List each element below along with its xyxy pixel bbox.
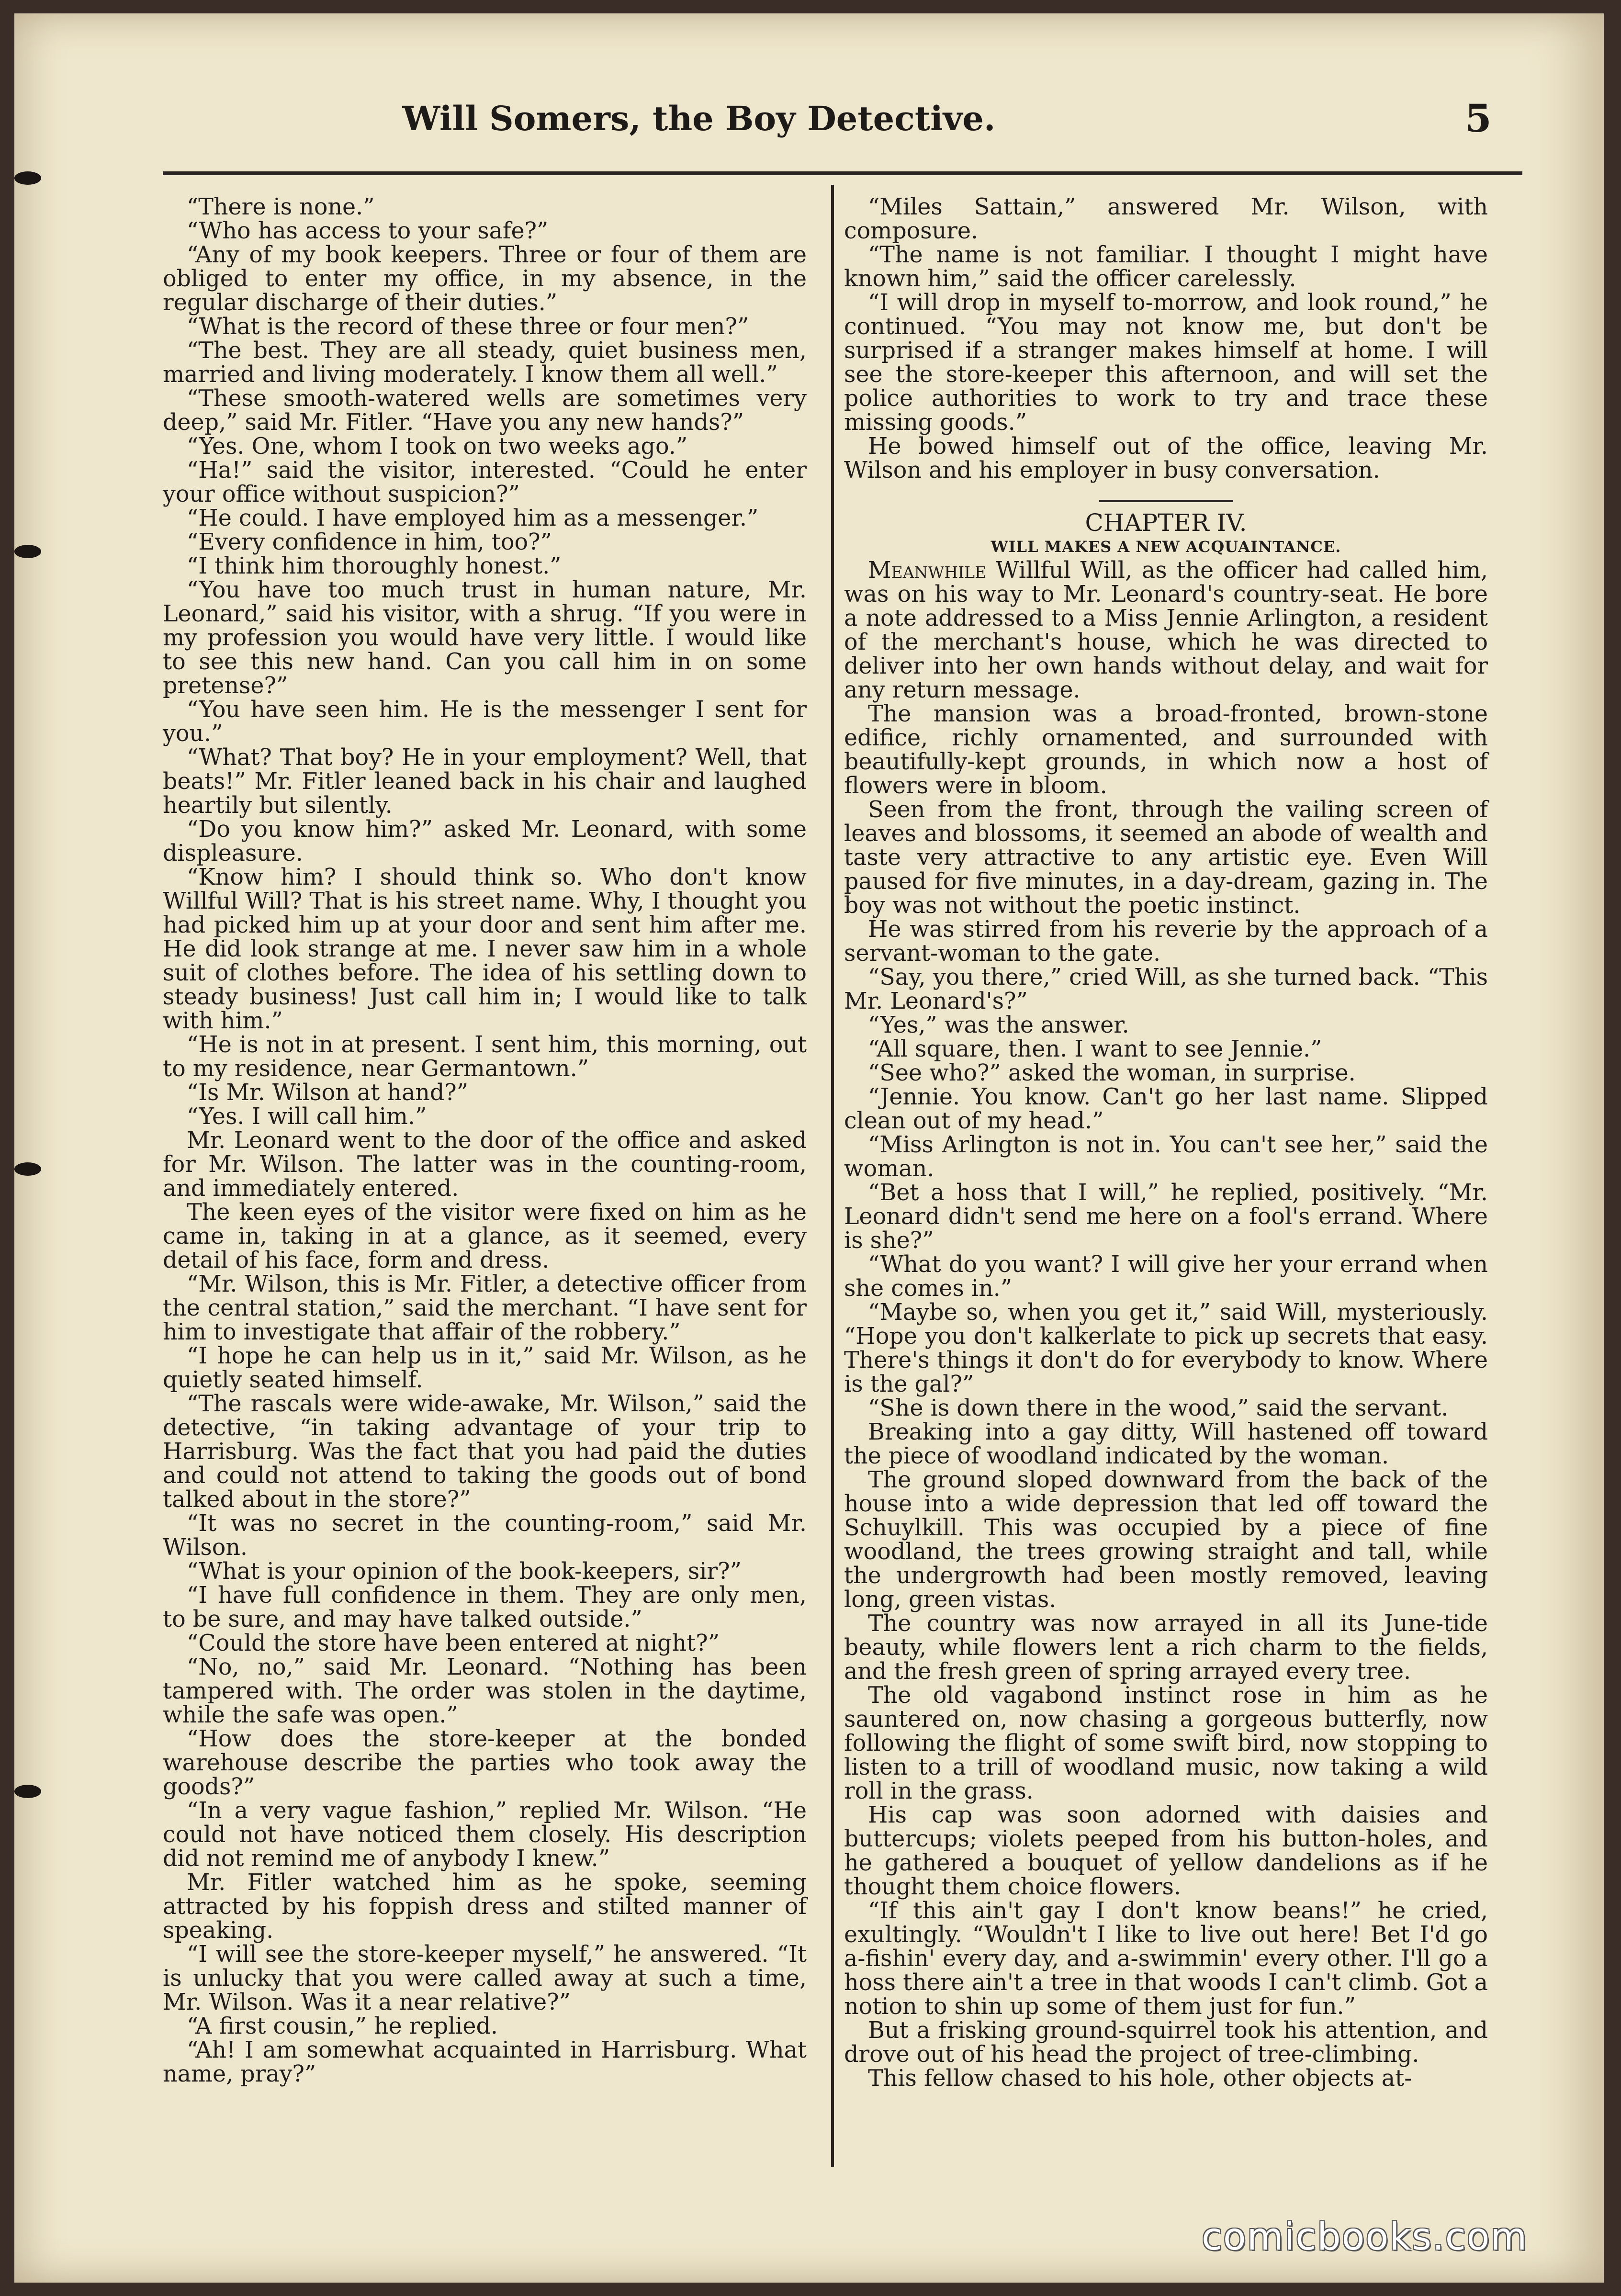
running-title: Will Somers, the Boy Detective. xyxy=(402,99,996,138)
paragraph: “Yes,” was the answer. xyxy=(868,1012,1129,1038)
paragraph: Mr. Fitler watched him as he spoke, seeming attracted by his foppish dress and stilted manner of speaking. xyxy=(163,1869,807,1944)
paragraph: “What is the record of these three or four men?” xyxy=(187,314,749,340)
paragraph: The ground sloped downward from the back of the house into a wide depression that led off toward the Schuylkill. This was occupied by a piece of fine woodland, the trees growing straight and tall, while the undergrowth had been mostly removed, leaving long, green vistas. xyxy=(844,1467,1488,1613)
paragraph: “Yes. One, whom I took on two weeks ago.” xyxy=(187,433,688,460)
paragraph: He was stirred from his reverie by the approach of a servant-woman to the gate. xyxy=(844,916,1488,967)
paragraph: “No, no,” said Mr. Leonard. “Nothing has been tampered with. The order was stolen in the daytime, while the safe was open.” xyxy=(163,1654,807,1728)
paragraph: This fellow chased to his hole, other objects at- xyxy=(868,2065,1412,2092)
paragraph: “Is Mr. Wilson at hand?” xyxy=(187,1080,469,1106)
paragraph: “Miles Sattain,” answered Mr. Wilson, with composure. xyxy=(844,194,1488,244)
paragraph: “These smooth-watered wells are sometimes very deep,” said Mr. Fitler. “Have you any new hands?” xyxy=(163,385,807,436)
paragraph: “Every confidence in him, too?” xyxy=(187,529,552,555)
binding-hole xyxy=(14,1162,41,1176)
paragraph: He bowed himself out of the office, leaving Mr. Wilson and his employer in busy conversation. xyxy=(844,433,1488,484)
paragraph: “Know him? I should think so. Who don't know Willful Will? That is his street name. Why, I thought you had picked him up at your door and sent him after me. He did look strange at me. I never saw him in a whole suit of clothes before. The idea of his settling down to steady business! Just call him in; I would like to talk with him.” xyxy=(163,864,807,1034)
paragraph: “I will drop in myself to-morrow, and look round,” he continued. “You may not know me, but don't be surprised if a stranger makes himself at home. I will see the store-keeper this afternoon, and will set the police authorities to work to try and trace these missing goods.” xyxy=(844,290,1488,436)
paragraph: “I will see the store-keeper myself,” he answered. “It is unlucky that you were called away at such a time, Mr. Wilson. Was it a near relative?” xyxy=(163,1941,807,2015)
header-rule xyxy=(163,171,1522,175)
paragraph: “Do you know him?” asked Mr. Leonard, with some displeasure. xyxy=(163,816,807,867)
paragraph: “Jennie. You know. Can't go her last name. Slipped clean out of my head.” xyxy=(844,1084,1488,1134)
binding-hole xyxy=(14,545,41,558)
paragraph: Seen from the front, through the vailing screen of leaves and blossoms, it seemed an abode of wealth and taste very attractive to any artistic eye. Even Will paused for five minutes, in a day-dream, gazing in. The boy was not without the poetic instinct. xyxy=(844,797,1488,919)
paragraph: “What do you want? I will give her your errand when she comes in.” xyxy=(844,1251,1488,1302)
right-column-bottom xyxy=(844,702,1488,2091)
paragraph: “I think him thoroughly honest.” xyxy=(187,553,562,579)
page-number: 5 xyxy=(1465,96,1492,141)
paragraph: “Bet a hoss that I will,” he replied, positively. “Mr. Leonard didn't send me here on a fool's errand. Where is she?” xyxy=(844,1180,1488,1254)
paragraph: The keen eyes of the visitor were fixed on him as he came in, taking in at a glance, as it seemed, every detail of his face, form and dress. xyxy=(163,1199,807,1273)
watermark: comicbooks.com xyxy=(1202,2216,1528,2259)
paragraph: “He could. I have employed him as a messenger.” xyxy=(187,505,759,531)
paragraph: The old vagabond instinct rose in him as he sauntered on, now chasing a gorgeous butterfly, now following the flight of some swift bird, now stopping to listen to a trill of woodland music, now taking a wild roll in the grass. xyxy=(844,1682,1488,1804)
paragraph: “The name is not familiar. I thought I might have known him,” said the officer carelessly. xyxy=(844,242,1488,292)
paragraph: The country was now arrayed in all its June-tide beauty, while flowers lent a rich charm to the fields, and the fresh green of spring arrayed every tree. xyxy=(844,1610,1488,1685)
paragraph: But a frisking ground-squirrel took his attention, and drove out of his head the project of tree-climbing. xyxy=(844,2017,1488,2068)
paragraph: “You have seen him. He is the messenger I sent for you.” xyxy=(163,697,807,747)
paragraph: “I hope he can help us in it,” said Mr. Wilson, as he quietly seated himself. xyxy=(163,1343,807,1393)
paragraph: “All square, then. I want to see Jennie.” xyxy=(868,1036,1322,1062)
chapter-title: CHAPTER IV. xyxy=(1085,509,1247,537)
column-rule xyxy=(831,185,834,2167)
paragraph: The mansion was a broad-fronted, brown-stone edifice, richly ornamented, and surrounded with beautifully-kept grounds, in which now a host of flowers were in bloom. xyxy=(844,701,1488,799)
chapter-subtitle: WILL MAKES A NEW ACQUAINTANCE. xyxy=(991,538,1341,556)
book-page xyxy=(14,13,1604,2283)
paragraph: “What? That boy? He in your employment? Well, that beats!” Mr. Fitler leaned back in his chair and laughed heartily but silently. xyxy=(163,744,807,819)
paragraph: “The rascals were wide-awake, Mr. Wilson,” said the detective, “in taking advantage of your trip to Harrisburg. Was the fact that you had paid the duties and could not attend to taking the goods out of bond talked about in the store?” xyxy=(163,1391,807,1513)
paragraph: Mr. Leonard went to the door of the office and asked for Mr. Wilson. The latter was in the counting-room, and immediately entered. xyxy=(163,1127,807,1202)
paragraph: His cap was soon adorned with daisies and buttercups; violets peeped from his button-holes, and he gathered a bouquet of yellow dandelions as if he thought them choice flowers. xyxy=(844,1802,1488,1900)
paragraph: “In a very vague fashion,” replied Mr. Wilson. “He could not have noticed them closely. His description did not remind me of anybody I knew.” xyxy=(163,1798,807,1872)
paragraph: “The best. They are all steady, quiet business men, married and living moderately. I know them all well.” xyxy=(163,338,807,388)
paragraph: Breaking into a gay ditty, Will hastened off toward the piece of woodland indicated by the woman. xyxy=(844,1419,1488,1469)
right-column-top xyxy=(844,195,1488,483)
paragraph: “What is your opinion of the book-keepers, sir?” xyxy=(187,1558,742,1585)
paragraph: “If this ain't gay I don't know beans!” he cried, exultingly. “Wouldn't I like to live out here! Bet I'd go a-fishin' every day, and a-swimmin' every other. I'll go a hoss there ain't a tree in that woods I can't climb. Got a notion to shin up some of them just for fun.” xyxy=(844,1898,1488,2020)
chapter-lead-paragraph xyxy=(844,559,1488,702)
left-column xyxy=(163,195,807,2086)
paragraph: “She is down there in the wood,” said the servant. xyxy=(868,1395,1449,1421)
paragraph: “How does the store-keeper at the bonded warehouse describe the parties who took away the goods?” xyxy=(163,1726,807,1800)
paragraph: “A first cousin,” he replied. xyxy=(187,2013,498,2039)
paragraph: “Say, you there,” cried Will, as she turned back. “This Mr. Leonard's?” xyxy=(844,964,1488,1014)
lead-word: Meanwhile xyxy=(868,557,987,584)
paragraph: “Yes. I will call him.” xyxy=(187,1103,427,1130)
right-column xyxy=(844,195,1488,2091)
paragraph: “There is none.” xyxy=(187,194,375,220)
paragraph: “Ha!” said the visitor, interested. “Could he enter your office without suspicion?” xyxy=(163,457,807,507)
paragraph: “Maybe so, when you get it,” said Will, mysteriously. “Hope you don't kalkerlate to pick up secrets that easy. There's things it don't do for everybody to know. Where is the gal?” xyxy=(844,1299,1488,1397)
paragraph: “I have full confidence in them. They are only men, to be sure, and may have talked outside.” xyxy=(163,1582,807,1632)
paragraph: “Mr. Wilson, this is Mr. Fitler, a detective officer from the central station,” said the merchant. “I have sent for him to investigate that affair of the robbery.” xyxy=(163,1271,807,1345)
paragraph: “It was no secret in the counting-room,” said Mr. Wilson. xyxy=(163,1510,807,1561)
lead-text: Willful Will, as the officer had called him, was on his way to Mr. Leonard's country-seat. He bore a note addressed to a Miss Jennie Arlington, a resident of the merchant's house, which he was directed to deliver into her own hands without delay, and wait for any return message. xyxy=(844,557,1488,703)
paragraph: “You have too much trust in human nature, Mr. Leonard,” said his visitor, with a shrug. “If you were in my profession you would have very little. I would like to see this new hand. Can you call him in on some pretense?” xyxy=(163,577,807,699)
paragraph: “Could the store have been entered at night?” xyxy=(187,1630,720,1656)
paragraph: “Any of my book keepers. Three or four of them are obliged to enter my office, in my absence, in the regular discharge of their duties.” xyxy=(163,242,807,316)
paragraph: “See who?” asked the woman, in surprise. xyxy=(868,1060,1356,1086)
paragraph: “Who has access to your safe?” xyxy=(187,218,549,244)
binding-hole xyxy=(14,171,41,185)
binding-hole xyxy=(14,1785,41,1798)
paragraph: “Ah! I am somewhat acquainted in Harrisburg. What name, pray?” xyxy=(163,2037,807,2087)
paragraph: “Miss Arlington is not in. You can't see her,” said the woman. xyxy=(844,1132,1488,1182)
paragraph: “He is not in at present. I sent him, this morning, out to my residence, near Germantown.” xyxy=(163,1032,807,1082)
chapter-rule xyxy=(1099,500,1233,502)
